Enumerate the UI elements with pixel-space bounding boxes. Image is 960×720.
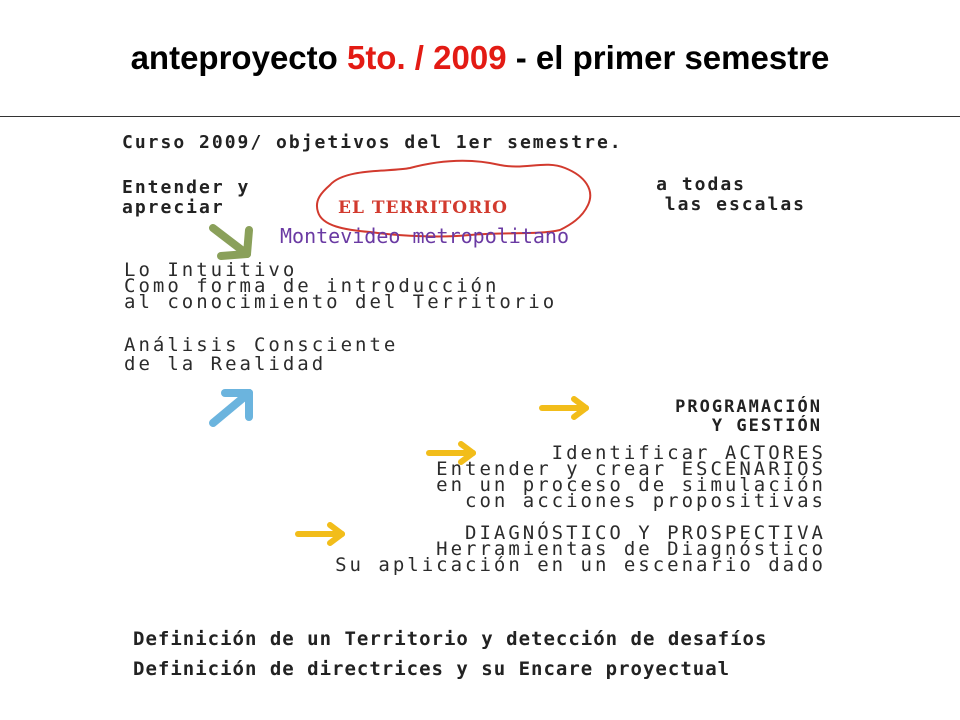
footer-line-1: Definición de un Territorio y detección de desafíos <box>133 628 768 650</box>
right-label-line-1: a todas <box>656 174 746 195</box>
diagnosis-line-2: Herramientas de Diagnóstico <box>436 538 826 560</box>
territory-label: EL TERRITORIO <box>338 198 508 218</box>
blue-arrow-icon <box>205 385 265 430</box>
left-label-line-1: Entender y <box>122 177 251 198</box>
title-year: 5to. / 2009 <box>346 39 507 76</box>
diagnosis-line-3: Su aplicación en un escenario dado <box>335 554 826 576</box>
left-label-line-2: apreciar <box>122 197 225 218</box>
actors-block <box>300 442 826 512</box>
section-heading: Curso 2009/ objetivos del 1er semestre. <box>122 132 623 153</box>
programming-line-1: PROGRAMACIÓN <box>675 397 822 417</box>
right-label-line-2: las escalas <box>664 194 806 215</box>
actors-line-4: con acciones propositivas <box>465 490 826 512</box>
diagnosis-line-1: DIAGNÓSTICO Y PROSPECTIVA <box>465 522 826 544</box>
actors-line-1: Identificar ACTORES <box>551 442 826 464</box>
programming-line-2: Y GESTIÓN <box>711 416 822 436</box>
title-part-1: anteproyecto <box>130 39 347 76</box>
intuitive-line-1: Lo Intuitivo <box>124 259 298 281</box>
actors-line-2: Entender y crear ESCENARIOS <box>436 458 826 480</box>
title-part-3: - el primer semestre <box>506 39 830 76</box>
analysis-line-2: de la Realidad <box>124 353 327 375</box>
diagnosis-block <box>180 522 826 576</box>
analysis-block <box>124 334 399 375</box>
intuitive-line-2: Como forma de introducción <box>124 275 500 297</box>
right-label <box>600 175 806 215</box>
intuitive-block <box>124 259 558 313</box>
actors-line-3: en un proceso de simulación <box>436 474 826 496</box>
footer-line-2: Definición de directrices y su Encare proyectual <box>133 658 731 680</box>
analysis-line-1: Análisis Consciente <box>124 334 399 356</box>
programming-block <box>560 398 822 436</box>
montevideo-subtitle: Montevideo metropolitano <box>280 224 569 248</box>
footer-block <box>133 624 767 684</box>
intuitive-line-3: al conocimiento del Territorio <box>124 291 558 313</box>
